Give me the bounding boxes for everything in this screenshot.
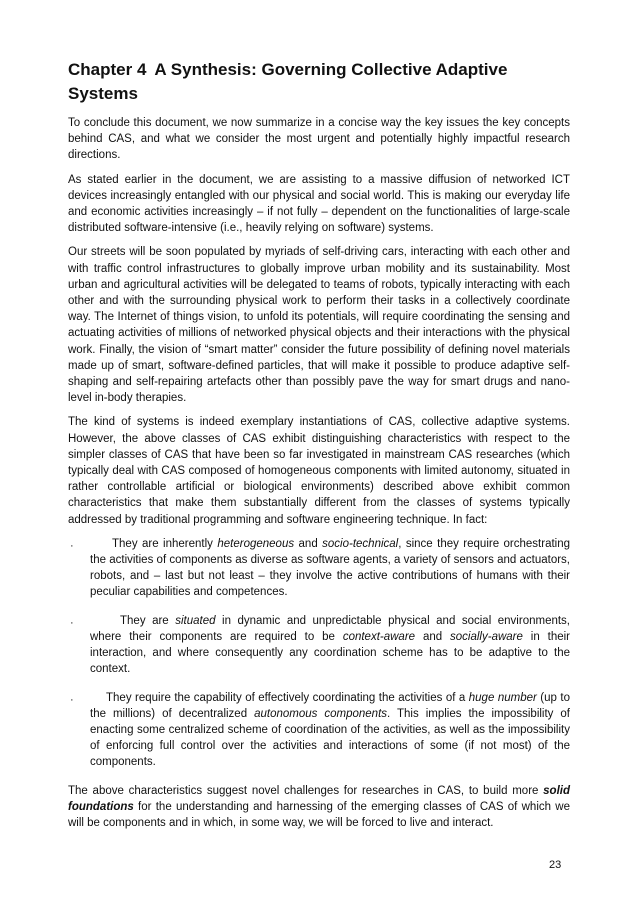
chapter-title: A Synthesis: Governing Collective Adaptive Systems	[68, 60, 508, 103]
bullet-text: They are inherently heterogeneous and socio-technical, since they require orchestrating the activities of components as diverse as software agents, a variety of sensors and actuators, robots, and – last but not least – they involve the active contributions of humans with their peculiar capabilities and competences.	[90, 537, 571, 599]
bullet-text: They require the capability of effectively coordinating the activities of a huge number (up to the millions) of decentralized autonomous components. This implies the impossibility of enacting some centralized scheme of coordination of the activities, as well as the impossibility of enforcing full control over the activities and interactions of some (if not most) of the components.	[90, 691, 571, 769]
bullet-marker: ·	[70, 539, 74, 552]
page-content	[68, 58, 570, 839]
paragraph-intro: To conclude this document, we now summarize in a concise way the key issues the key concepts behind CAS, and what we consider the most urgent and potentially highly impactful research directions.	[68, 117, 570, 162]
chapter-number: Chapter 4	[68, 60, 147, 79]
bullet-marker: ·	[70, 693, 74, 706]
bullet-item-situated	[68, 613, 570, 678]
paragraph-scenarios: Our streets will be soon populated by myriads of self-driving cars, interacting with each other and with traffic control infrastructures to globally improve urban mobility and its sustainability. Most urban and agricultural activities will be delegated to teams of robots, typically interacting with each other and with the surrounding physical work to perform their tasks in a collectively coordinate way. The Internet of things vision, to unfold its potentials, will require coordinating the sensing and actuating activities of millions of networked physical objects and their interactions with the physical work. Finally, the vision of “smart matter” consider the future possibility of defining novel materials made up of smart, software-defined particles, that will make it possible to produce adaptive self-shaping and self-repairing artefacts other than possibly pave the way for smart drugs and nano-level in-body therapies.	[68, 246, 570, 405]
paragraph-ict-diffusion: As stated earlier in the document, we are assisting to a massive diffusion of networked ICT devices increasingly entangled with our physical and social world. This is making our everyday life and economic activities increasingly – if not fully – dependent on the functionalities of large-scale distributed software-intensive (i.e., heavily relying on software) systems.	[68, 173, 570, 235]
page-number: 23	[549, 859, 562, 871]
emphasis-solid-foundations: solid foundations	[68, 784, 570, 813]
paragraph-closing: The above characteristics suggest novel challenges for researches in CAS, to build more solid foundations for the understanding and harnessing of the emerging classes of CAS of which we will be components and in which, in some way, we will be forced to live and interact.	[68, 784, 570, 829]
bullet-item-heterogeneous	[68, 536, 570, 601]
bullet-marker: ·	[70, 616, 74, 629]
paragraph-cas-classes: The kind of systems is indeed exemplary instantiations of CAS, collective adaptive systems. However, the above classes of CAS exhibit distinguishing characteristics with respect to the simpler classes of CAS that have been so far investigated in mainstream CAS researches (which typically deal with CAS composed of homogeneous components with limited autonomy, situated in rather controllable artificial or biological environments) described above exhibit common characteristics that make them substantially different from the classes of systems typically addressed by traditional programming and software engineering technique. In fact:	[68, 416, 570, 526]
bullet-text: They are situated in dynamic and unpredictable physical and social environments, where their components are required to be context-aware and socially-aware in their interaction, and where consequently any coordination scheme has to be adaptive to the context.	[90, 614, 571, 676]
bullet-item-huge-number	[68, 690, 570, 771]
chapter-heading	[68, 58, 570, 106]
